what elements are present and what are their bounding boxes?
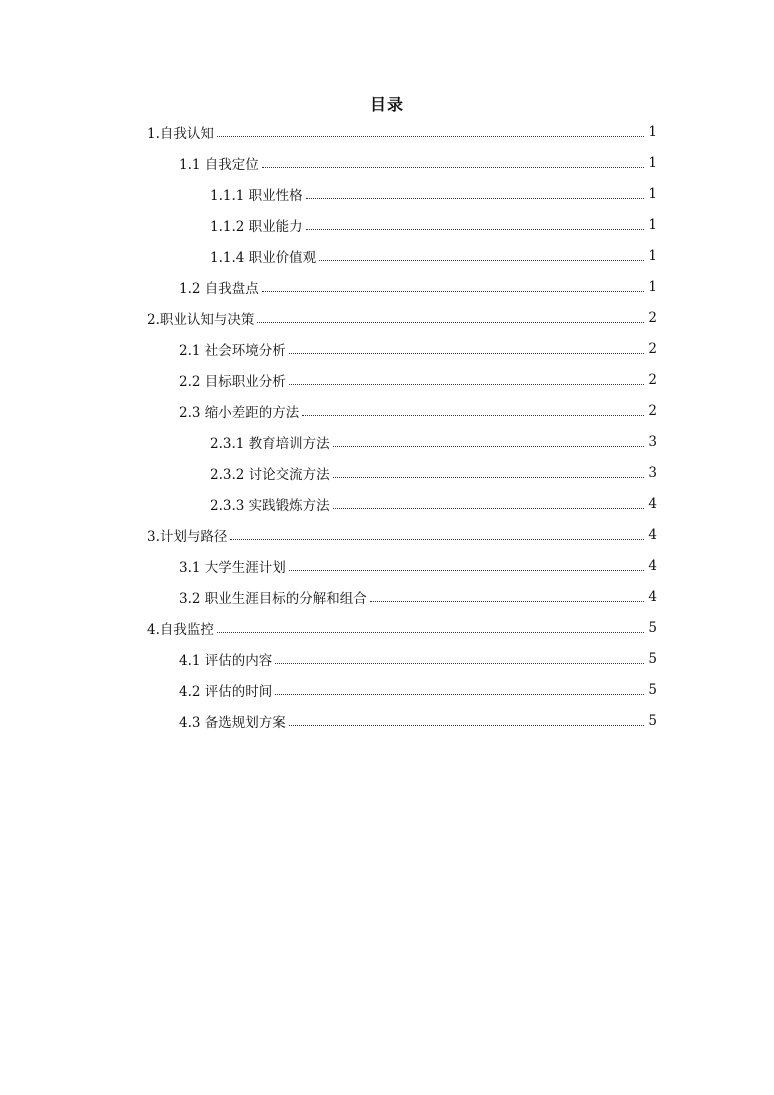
toc-entry-label: 1.自我认知 (147, 125, 214, 142)
toc-entry-page-number: 2 (648, 371, 657, 388)
toc-entry-page-number: 1 (648, 185, 657, 202)
toc-entry-page-number: 5 (648, 650, 657, 667)
dot-leader (257, 321, 644, 323)
toc-entry-label: 2.3.3 实践锻炼方法 (210, 497, 330, 514)
toc-entry-label: 4.1 评估的内容 (179, 652, 273, 669)
dot-leader (289, 724, 644, 726)
dot-leader (289, 352, 644, 354)
toc-entry[interactable] (147, 426, 657, 457)
toc-entry-label: 2.3.2 讨论交流方法 (210, 466, 330, 483)
dot-leader (230, 538, 644, 540)
toc-entry[interactable] (147, 271, 657, 302)
toc-entry-page-number: 1 (648, 154, 657, 171)
dot-leader (333, 476, 644, 478)
toc-entry-label: 4.自我监控 (147, 621, 214, 638)
dot-leader (275, 662, 644, 664)
toc-entry[interactable] (147, 395, 657, 426)
toc-entry[interactable] (147, 240, 657, 271)
toc-entry-page-number: 2 (648, 340, 657, 357)
toc-entry-page-number: 1 (648, 123, 657, 140)
dot-leader (262, 290, 644, 292)
toc-entry[interactable] (147, 581, 657, 612)
toc-entry-label: 1.1 自我定位 (179, 156, 259, 173)
toc-entry[interactable] (147, 550, 657, 581)
toc-entry-page-number: 1 (648, 247, 657, 264)
toc-entry-page-number: 1 (648, 278, 657, 295)
toc-entry-page-number: 1 (648, 216, 657, 233)
toc-entry-page-number: 4 (648, 557, 657, 574)
dot-leader (370, 600, 644, 602)
dot-leader (217, 631, 644, 633)
toc-entry-label: 3.计划与路径 (147, 528, 228, 545)
toc-entry-label: 2.2 目标职业分析 (179, 373, 286, 390)
dot-leader (289, 569, 644, 571)
toc-entry[interactable] (147, 364, 657, 395)
toc-entry[interactable] (147, 643, 657, 674)
toc-entry-page-number: 4 (648, 526, 657, 543)
toc-entry-label: 2.1 社会环境分析 (179, 342, 286, 359)
toc-entry[interactable] (147, 519, 657, 550)
dot-leader (289, 383, 644, 385)
toc-entry-page-number: 5 (648, 619, 657, 636)
toc-entry[interactable] (147, 333, 657, 364)
toc-entry[interactable] (147, 457, 657, 488)
toc-entry-label: 3.2 职业生涯目标的分解和组合 (179, 590, 367, 607)
toc-entry-label: 1.2 自我盘点 (179, 280, 259, 297)
toc-entry[interactable] (147, 147, 657, 178)
toc-entry-label: 2.3.1 教育培训方法 (210, 435, 330, 452)
toc-entry-page-number: 3 (648, 464, 657, 481)
toc-entry-label: 4.3 备选规划方案 (179, 714, 286, 731)
dot-leader (275, 693, 644, 695)
toc-entry[interactable] (147, 116, 657, 147)
toc-entry-label: 2.职业认知与决策 (147, 311, 255, 328)
toc-entry-label: 4.2 评估的时间 (179, 683, 273, 700)
dot-leader (306, 197, 644, 199)
toc-entry[interactable] (147, 488, 657, 519)
toc-entry-label: 2.3 缩小差距的方法 (179, 404, 300, 421)
dot-leader (262, 166, 644, 168)
toc-entry[interactable] (147, 705, 657, 736)
toc-entry-page-number: 4 (648, 588, 657, 605)
toc-entry-label: 1.1.1 职业性格 (210, 187, 303, 204)
toc-entry[interactable] (147, 178, 657, 209)
toc-entry[interactable] (147, 612, 657, 643)
table-of-contents (147, 116, 657, 736)
toc-entry-label: 1.1.2 职业能力 (210, 218, 303, 235)
dot-leader (302, 414, 644, 416)
toc-entry-page-number: 5 (648, 712, 657, 729)
dot-leader (217, 135, 644, 137)
toc-title: 目录 (369, 95, 404, 114)
toc-entry-page-number: 3 (648, 433, 657, 450)
toc-entry[interactable] (147, 209, 657, 240)
dot-leader (306, 228, 644, 230)
toc-entry[interactable] (147, 674, 657, 705)
toc-entry-label: 1.1.4 职业价值观 (210, 249, 317, 266)
toc-entry-page-number: 2 (648, 402, 657, 419)
toc-entry-label: 3.1 大学生涯计划 (179, 559, 286, 576)
dot-leader (319, 259, 644, 261)
toc-entry-page-number: 2 (648, 309, 657, 326)
toc-entry-page-number: 5 (648, 681, 657, 698)
toc-entry[interactable] (147, 302, 657, 333)
toc-entry-page-number: 4 (648, 495, 657, 512)
dot-leader (333, 445, 644, 447)
dot-leader (333, 507, 644, 509)
